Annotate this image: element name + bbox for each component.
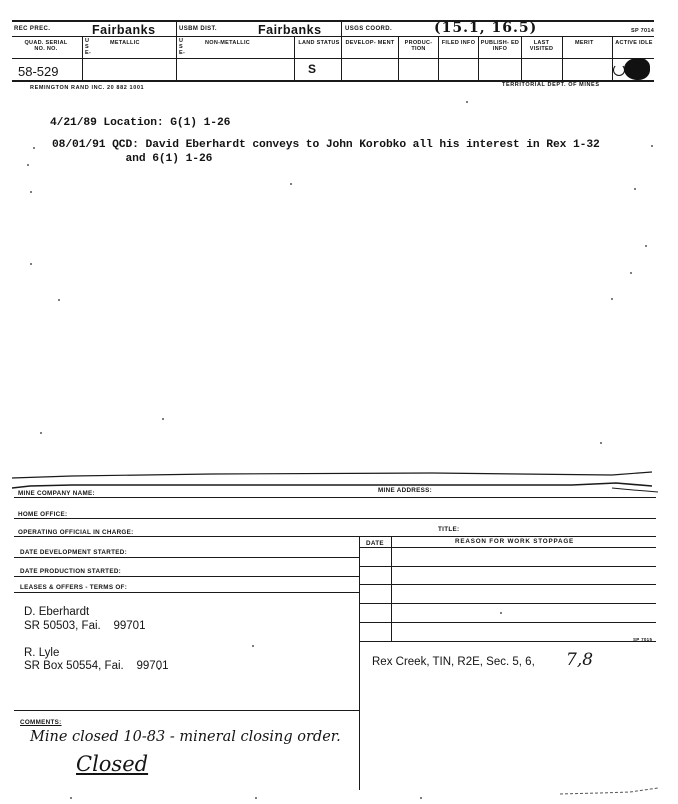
operating-official-label: OPERATING OFFICIAL IN CHARGE: [18,529,134,536]
location-handwritten: 7,8 [566,650,594,670]
home-office-label: HOME OFFICE: [18,511,68,518]
land-status-value: S [308,62,317,76]
mine-address-label: MINE ADDRESS: [378,487,433,494]
leases-label: LEASES & OFFERS - TERMS OF: [20,584,128,591]
usbm-dist-label: USBM DIST. [179,26,218,32]
date-development-label: DATE DEVELOPMENT STARTED: [20,549,127,556]
filed-info-label: FILED INFO [441,40,476,46]
rec-prec-value: Fairbanks [92,23,156,37]
last-visited-label: LAST VISITED [529,40,554,52]
comments-label: COMMENTS: [20,719,62,726]
production-label: PRODUC- TION [404,40,433,52]
merit-label: MERIT [575,40,594,46]
lessee-1-address: SR 50503, Fai. 99701 [24,620,146,632]
lessee-1-name: D. Eberhardt [24,606,90,618]
form-bottom-edge [560,786,660,798]
form-number: SP 7014 [631,28,655,34]
entry-line: and 6(1) 1-26 [52,153,213,165]
lessee-2-address: SR Box 50554, Fai. 99701 [24,660,169,672]
development-label: DEVELOP- MENT [345,40,395,46]
title-label: TITLE: [438,526,460,533]
metallic-label: METALLIC [110,40,140,46]
comments-handwritten: Mine closed 10-83 - mineral closing order. [30,729,341,745]
date-production-label: DATE PRODUCTION STARTED: [20,568,122,575]
land-status-label: LAND STATUS [298,40,340,46]
quad-serial-label: QUAD. SERIAL NO. NO. [24,40,68,52]
entry-line: 08/01/91 QCD: David Eberhardt conveys to John Korobko all his interest in Rex 1-32 [52,139,600,151]
lessee-2-name: R. Lyle [24,647,60,659]
rec-prec-label: REC PREC. [14,26,51,32]
active-idle-label: ACTIVE IDLE [615,40,653,46]
form-top-edge [12,468,658,496]
printer-line: REMINGTON RAND INC. 20 882 1001 [30,85,145,91]
usgs-coord-value: (15.1, 16.5) [434,20,538,36]
published-info-label: PUBLISH- ED INFO [480,40,520,52]
form-number-2: SP 7015 [633,637,653,642]
usbm-dist-value: Fairbanks [258,23,322,37]
active-idle-circle [613,64,625,76]
date-column-label: DATE [366,540,384,547]
nonmetallic-marks: U S E- [179,38,186,56]
department-name: TERRITORIAL DEPT. OF MINES [502,82,600,88]
entry-line: 4/21/89 Location: G(1) 1-26 [50,117,231,129]
non-metallic-label: NON-METALLIC [205,40,251,46]
mine-company-label: MINE COMPANY NAME: [18,490,95,497]
location-text: Rex Creek, TIN, R2E, Sec. 5, 6, [372,656,535,668]
active-idle-blot [624,58,650,80]
metallic-marks: U S E- [85,38,92,56]
reason-column-label: REASON FOR WORK STOPPAGE [455,538,575,545]
usgs-coord-label: USGS COORD. [345,26,393,32]
closed-handwritten: Closed [76,752,149,776]
quad-serial-value: 58-529 [18,64,59,79]
